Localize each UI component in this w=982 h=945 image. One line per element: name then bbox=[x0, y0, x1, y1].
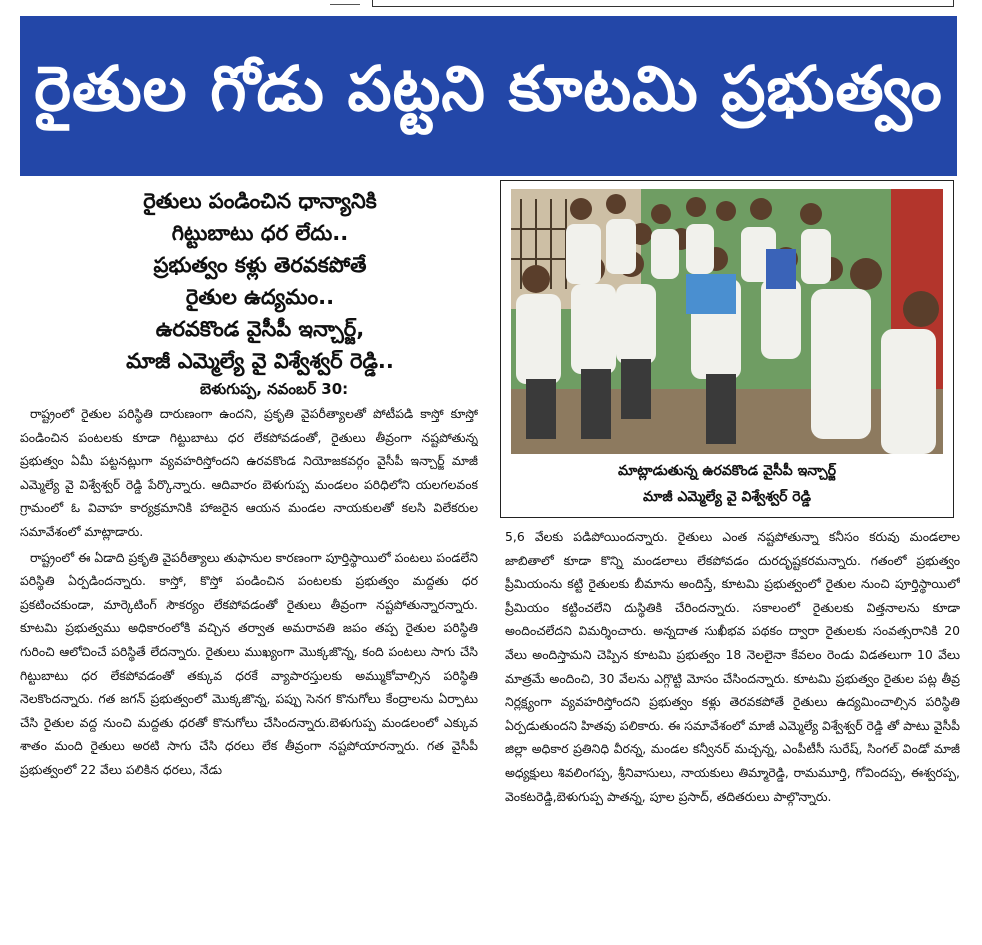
article-body-right bbox=[505, 525, 960, 925]
body-paragraph: 5,6 వేలకు పడిపోయిందన్నారు. రైతులు ఎంత నష్టపోతున్నా కనీసం కరువు మండలాల జాబితాలో కూడా కొన్ని మండలాలు లేకపోవడం దురదృష్టకరమన్నారు. గతంలో ప్రభుత్వం ప్రీమియంను కట్టి రైతులకు బీమాను అందిస్తే, కూటమి ప్రభుత్వంలో రైతుల నుంచి పూర్తిస్థాయిలో ప్రీమియం కట్టించలేని దుస్థితికి చేరిందన్నారు. సకాలంలో రైతులకు విత్తనాలను కూడా అందించలేదని విమర్శించారు. అన్నదాత సుఖీభవ పథకం ద్వారా రైతులకు సంవత్సరానికి 20 వేలు అందిస్తామని చెప్పిన కూటమి ప్రభుత్వం 18 నెలలైనా కేవలం రెండు విడతలుగా 10 వేలు మాత్రమే అందించి, 30 వేలను ఎగ్గొట్టి మోసం చేసిందన్నారు. కూటమి ప్రభుత్వం రైతుల పట్ల తీవ్ర నిర్లక్ష్యంగా వ్యవహరిస్తోందని ప్రభుత్వం కళ్లు తెరవకపోతే రైతులు ఉద్యమించాల్సిన పరిస్థితి ఏర్పడుతుందని హితవు పలికారు. ఈ సమావేశంలో మాజీ ఎమ్మెల్యే విశ్వేశ్వర్ రెడ్డి తో పాటు వైసీపీ జిల్లా అధికార ప్రతినిధి వీరన్న, మండల కన్వీనర్ మచ్చన్న, ఎంపీటీసీ సురేష్, సింగల్ విండో మాజీ అధ్యక్షులు శివలింగప్ప, శ్రీనివాసులు, నాయకులు తిమ్మారెడ్డి, రామమూర్తి, గోవిందప్ప, ఈశ్వరప్ప, వెంకటరెడ్డి,బెళుగుప్ప పాతన్న, పూల ప్రసాద్, తదితరులు పాల్గొన్నారు. bbox=[505, 529, 960, 804]
group-photo-illustration bbox=[511, 189, 943, 454]
photo-caption bbox=[501, 458, 953, 510]
article-body-left bbox=[20, 402, 478, 922]
caption-line: మాజీ ఎమ్మెల్యే వై విశ్వేశ్వర్ రెడ్డి bbox=[643, 489, 811, 505]
body-paragraph: రాష్ట్రంలో రైతుల పరిస్థితి దారుణంగా ఉందని, ప్రకృతి వైపరీత్యాలతో పోటీపడి కాస్తో కూస్తో పండించిన పంటలకు కూడా గిట్టుబాటు ధర లేకపోవడంతో, రైతులు తీవ్రంగా నష్టపోతున్న ప్రభుత్వం ఏమీ పట్టనట్లుగా వ్యవహరిస్తోందని ఉరవకొండ నియోజకవర్గం వైసీపీ ఇన్చార్జ్ మాజీ ఎమ్మెల్యే వై విశ్వేశ్వర్ రెడ్డి పేర్కొన్నారు. ఆదివారం బెళుగుప్ప మండలం పరిధిలోని యలగలవంక గ్రామంలో ఓ వివాహ కార్యక్రమానికి హాజరైన ఆయన మండల నాయకులతో కలసి విలేకరుల సమావేశంలో మాట్లాడారు. bbox=[20, 406, 478, 539]
headline-banner bbox=[20, 16, 957, 176]
dateline: బెళుగుప్ప, నవంబర్ 30: bbox=[200, 380, 349, 398]
caption-line: మాట్లాడుతున్న ఉరవకొండ వైసీపీ ఇన్చార్జ్ bbox=[617, 463, 837, 479]
news-photo bbox=[511, 189, 943, 454]
subheadline-line: గిట్టుబాటు ధర లేదు.. bbox=[171, 221, 349, 245]
subheadline-line: రైతులు పండించిన ధాన్యానికి bbox=[143, 189, 377, 213]
top-border bbox=[0, 0, 982, 10]
subheadline-line: రైతుల ఉద్యమం.. bbox=[185, 285, 335, 309]
previous-article-box bbox=[372, 0, 954, 7]
photo-box bbox=[500, 180, 954, 518]
subheadline-line: మాజీ ఎమ్మెల్యే వై విశ్వేశ్వర్ రెడ్డి.. bbox=[126, 349, 394, 373]
subheadline-line: ప్రభుత్వం కళ్లు తెరవకపోతే bbox=[153, 253, 367, 277]
previous-article-fragment bbox=[330, 0, 360, 5]
headline: రైతుల గోడు పట్టని కూటమి ప్రభుత్వం bbox=[34, 52, 943, 125]
subheadline bbox=[30, 185, 490, 377]
body-paragraph: రాష్ట్రంలో ఈ ఏడాది ప్రకృతి వైపరీత్యాలు తుఫానుల కారణంగా పూర్తిస్థాయిలో పంటలు పండలేని పరిస్థితి ఏర్పడిందన్నారు. కాస్తో, కొస్తో పండించిన పంటలకు ప్రభుత్వం మద్దతు ధర ప్రకటించకుండా, మార్కెటింగ్ సౌకర్యం లేకపోవడంతో రైతులు తీవ్రంగా నష్టపోతున్నారన్నారు. కూటమి ప్రభుత్వము అధికారంలోకి వచ్చిన తర్వాత అమరావతి జపం తప్ప రైతుల పరిస్థితి గురించి ఆలోచించే పరిస్థితే లేదన్నారు. రైతులు ముఖ్యంగా మొక్కజొన్న, కంది పంటలు సాగు చేసి గిట్టుబాటు ధర లేకపోవడంతో తక్కువ ధరకే వ్యాపారస్తులకు అమ్ముకోవాల్సిన పరిస్థితి నెలకొందన్నారు. గత జగన్ ప్రభుత్వంలో మొక్కజొన్న, పప్పు సెనగ కొనుగోలు కేంద్రాలను ఏర్పాటు చేసి రైతుల వద్ద నుంచి మద్దతు ధరతో కొనుగోలు చేసిందన్నారు.బెళుగుప్ప మండలంలో ఎక్కువ శాతం మంది రైతులు అరటి సాగు చేసి ధరలు లేక తీవ్రంగా నష్టపోయారన్నారు. గత వైసీపీ ప్రభుత్వంలో 22 వేలు పలికిన ధరలు, నేడు bbox=[20, 549, 478, 777]
subheadline-line: ఉరవకొండ వైసీపీ ఇన్చార్జ్, bbox=[155, 317, 365, 341]
